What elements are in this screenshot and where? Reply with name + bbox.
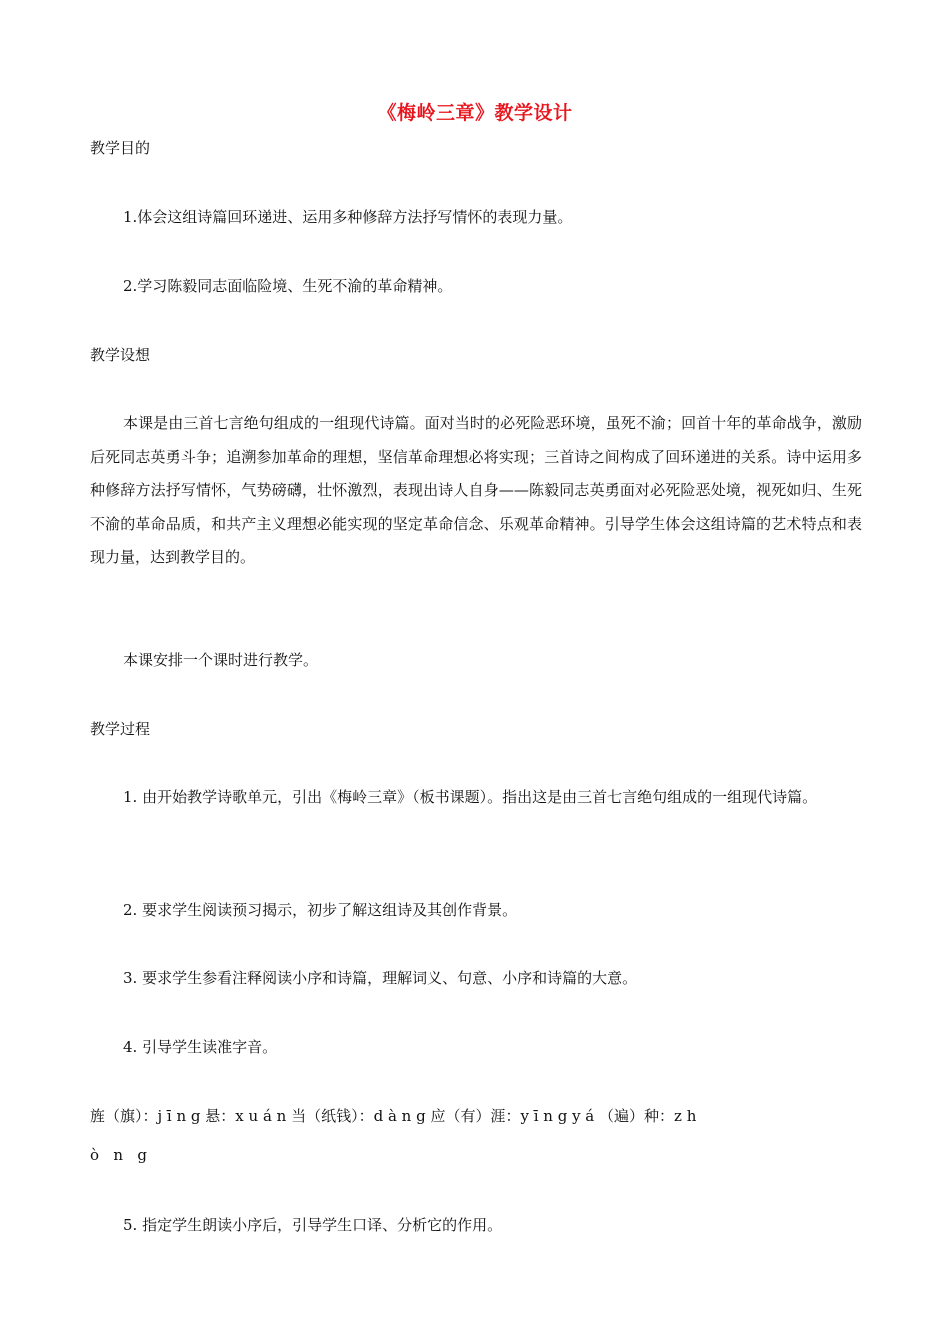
page-title: 《梅岭三章》教学设计	[377, 102, 573, 124]
objectives-heading: 教学目的	[90, 139, 151, 157]
process-step-5: 5. 指定学生朗读小序后，引导学生口译、分析它的作用。	[123, 1216, 503, 1234]
process-heading: 教学过程	[90, 720, 151, 738]
pinyin-line-1: 旌（旗）：j ī n g 悬：x u á n 当（纸钱）：d à n g 应（有）涯：y ī n g y á （遍）种：z h	[90, 1107, 697, 1125]
process-step-1: 1. 由开始教学诗歌单元，引出《梅岭三章》（板书课题）。指出这是由三首七言绝句组成的一组现代诗篇。	[123, 788, 818, 806]
objective-item-2: 2.学习陈毅同志面临险境、生死不渝的革命精神。	[123, 277, 453, 295]
concept-heading: 教学设想	[90, 346, 151, 364]
schedule-text: 本课安排一个课时进行教学。	[123, 651, 319, 669]
process-step-3: 3. 要求学生参看注释阅读小序和诗篇，理解词义、句意、小序和诗篇的大意。	[123, 969, 638, 987]
objective-item-1: 1.体会这组诗篇回环递进、运用多种修辞方法抒写情怀的表现力量。	[123, 208, 573, 226]
process-step-4: 4. 引导学生读准字音。	[123, 1038, 278, 1056]
process-step-2: 2. 要求学生阅读预习揭示，初步了解这组诗及其创作背景。	[123, 901, 518, 919]
pinyin-line-2: ò n g	[90, 1146, 152, 1164]
concept-paragraph: 本课是由三首七言绝句组成的一组现代诗篇。面对当时的必死险恶环境，虽死不渝；回首十年的革命战争，激励后死同志英勇斗争；追溯参加革命的理想，坚信革命理想必将实现；三首诗之间构成了回环递进的关系。诗中运用多种修辞方法抒写情怀，气势磅礴，壮怀激烈，表现出诗人自身——陈毅同志英勇面对必死险恶处境，视死如归、生死不渝的革命品质，和共产主义理想必能实现的坚定革命信念、乐观革命精神。引导学生体会这组诗篇的艺术特点和表现力量，达到教学目的。	[90, 414, 862, 567]
